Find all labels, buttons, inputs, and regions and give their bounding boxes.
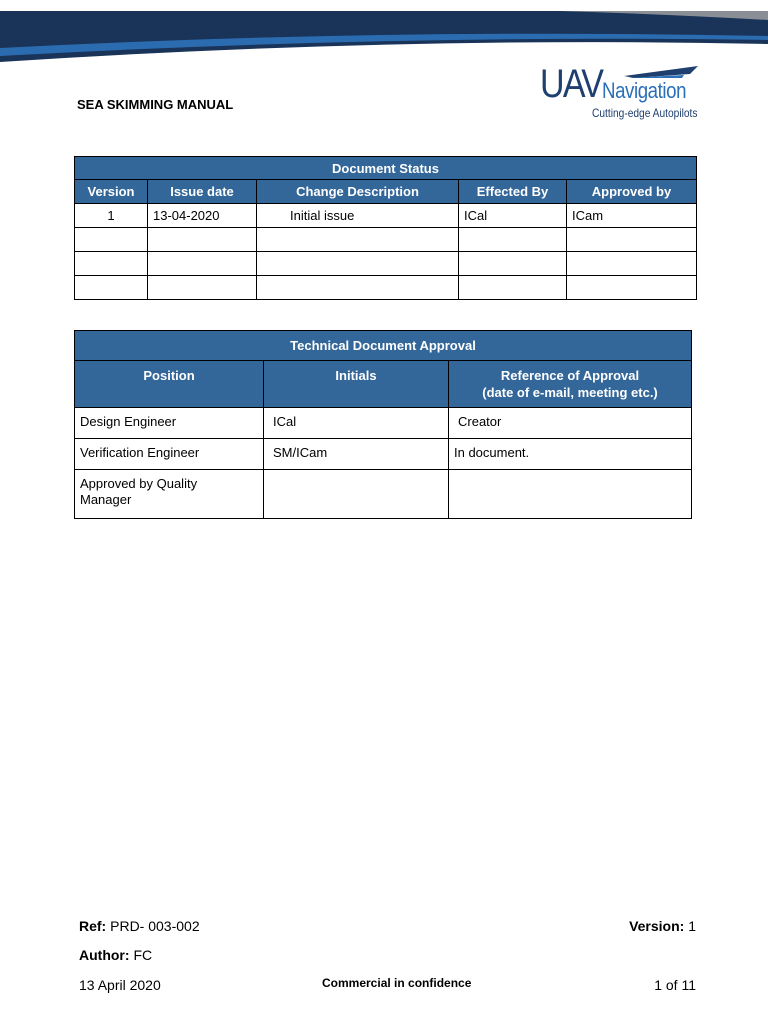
document-title: SEA SKIMMING MANUAL (77, 97, 234, 112)
version-label: Version: (629, 918, 685, 934)
cell-version (75, 228, 148, 252)
approval-table-title: Technical Document Approval (75, 331, 692, 361)
cell-version: 1 (75, 204, 148, 228)
cell-effected-by (459, 228, 567, 252)
cell-initials (264, 470, 449, 519)
author-label: Author: (79, 947, 130, 963)
column-header-initials: Initials (264, 361, 449, 408)
cell-issue-date: 13-04-2020 (148, 204, 257, 228)
ref-value: PRD- 003-002 (110, 918, 200, 934)
footer-author (79, 947, 152, 963)
table-row (75, 439, 692, 470)
cell-approved-by: ICam (567, 204, 697, 228)
column-header-change-description: Change Description (257, 180, 459, 204)
author-value: FC (133, 947, 153, 963)
column-header-position: Position (75, 361, 264, 408)
table-row (75, 408, 692, 439)
cell-issue-date (148, 276, 257, 300)
cell-initials: SM/ICam (264, 439, 449, 470)
company-logo (540, 62, 700, 122)
cell-effected-by (459, 252, 567, 276)
column-header-issue-date: Issue date (148, 180, 257, 204)
reference-header-line-2: (date of e-mail, meeting etc.) (482, 385, 658, 400)
column-header-version: Version (75, 180, 148, 204)
document-status-table (74, 156, 697, 300)
footer-date: 13 April 2020 (79, 977, 161, 993)
header-banner (0, 0, 768, 70)
logo-tagline: Cutting-edge Autopilots (592, 106, 698, 120)
table-row (75, 470, 692, 519)
cell-reference: Creator (449, 408, 692, 439)
cell-change-description (257, 228, 459, 252)
cell-change-description (257, 276, 459, 300)
cell-version (75, 252, 148, 276)
cell-issue-date (148, 252, 257, 276)
footer-version (629, 918, 696, 934)
cell-approved-by (567, 276, 697, 300)
column-header-approved-by: Approved by (567, 180, 697, 204)
technical-approval-table (74, 330, 692, 519)
reference-header-line-1: Reference of Approval (500, 368, 640, 383)
cell-reference (449, 470, 692, 519)
cell-effected-by (459, 276, 567, 300)
document-status-title: Document Status (75, 157, 697, 180)
cell-position: Verification Engineer (75, 439, 264, 470)
column-header-effected-by: Effected By (459, 180, 567, 204)
footer-ref (79, 918, 200, 934)
cell-approved-by (567, 228, 697, 252)
table-row (75, 276, 697, 300)
cell-position: Approved by Quality Manager (75, 470, 264, 519)
confidentiality-notice: Commercial in confidence (322, 976, 472, 990)
ref-label: Ref: (79, 918, 107, 934)
cell-reference: In document. (449, 439, 692, 470)
version-value: 1 (688, 918, 696, 934)
cell-version (75, 276, 148, 300)
cell-issue-date (148, 228, 257, 252)
table-row (75, 204, 697, 228)
cell-position: Design Engineer (75, 408, 264, 439)
cell-initials: ICal (264, 408, 449, 439)
cell-change-description (257, 252, 459, 276)
table-row (75, 228, 697, 252)
cell-approved-by (567, 252, 697, 276)
cell-effected-by: ICal (459, 204, 567, 228)
table-row (75, 252, 697, 276)
logo-uav-text: UAV (540, 62, 603, 106)
cell-change-description: Initial issue (257, 204, 459, 228)
column-header-reference (449, 361, 692, 408)
logo-navigation-text: Navigation (602, 78, 687, 103)
page-number: 1 of 11 (654, 977, 696, 993)
